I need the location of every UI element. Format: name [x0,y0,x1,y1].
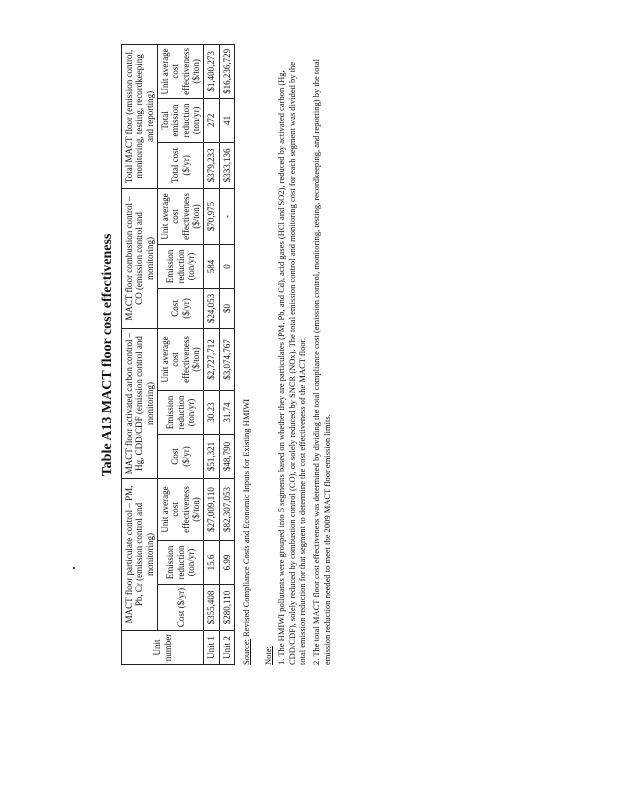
note-heading: Note: [263,646,274,665]
scan-speck [73,567,75,569]
unit-number-header: Unit number [122,631,204,665]
cost-effectiveness-table [121,44,235,665]
unit-cell: Unit 2 [219,631,234,665]
cost-cell: $48,790 [219,434,234,478]
source-text: Revised Compliance Costs and Economic Inputs for Existing HMIWI [241,398,252,640]
emission-reduction-header: Emission reduction (ton/yr) [158,390,204,434]
emission-reduction-cell: 584 [204,244,219,288]
group-total-header: Total MACT floor (emission control, monitoring, testing, recordkeeping and reporting) [122,44,158,188]
emission-reduction-header: Emission reduction (ton/yr) [158,541,204,585]
table-row [219,44,234,664]
cost-header: Cost ($/yr) [158,585,204,631]
total-cost-effectiveness-cell: $1,400,273 [204,44,219,98]
total-cost-cell: $379,233 [204,142,219,188]
cost-cell: $24,053 [204,288,219,328]
table-title: Table A13 MACT floor cost effectiveness [100,233,115,477]
total-cost-effectiveness-cell: $16,236,729 [219,44,234,98]
cost-effectiveness-cell: $27,009,110 [204,478,219,540]
cost-cell: $280,110 [219,585,234,631]
group-combustion-header: MACT floor combustion control – CO (emission control and monitoring) [122,188,158,328]
total-emission-reduction-header: Total emission reduction (ton/yr) [158,98,204,142]
emission-reduction-cell: 31.74 [219,390,234,434]
total-emission-reduction-cell: 41 [219,98,234,142]
cost-effectiveness-cell: $2,727,712 [204,328,219,390]
emission-reduction-header: Emission reduction (ton/yr) [158,244,204,288]
unit-average-cost-effectiveness-header: Unit average cost effectiveness ($/ton) [158,188,204,244]
total-cost-header: Total cost ($/yr) [158,142,204,188]
source-label: Source: [241,639,252,665]
rotated-table-block [100,45,400,665]
emission-reduction-cell: 30.23 [204,390,219,434]
unit-average-cost-effectiveness-header: Unit average cost effectiveness ($/ton) [158,478,204,540]
source-line [241,45,251,665]
group-particulate-header: MACT floor particulate control – PM, Pb, Cr (emission control and monitoring) [122,478,158,630]
table-row [204,44,219,664]
group-activated-carbon-header: MACT floor activated carbon control – Hg, CDD/CDF (emission control and monitoring) [122,328,158,478]
note-item: 1. The HMIWI pollutants were grouped into 5 segments based on whether they are particulates (PM, Pb, and Cd), acid gases (HCl and SO2), reduced by activated carbon (Hg, CDD/CDF), solely reduced by combustion control (CO), or solely reduced by SNCR (NOx). The total emission control and monitoring cost for each segment was divided by the total emission reduction for that segment to determine the cost effectiveness of the MACT floor. [276,61,308,665]
cost-effectiveness-cell: $82,307,053 [219,478,234,540]
cost-effectiveness-cell: $70,975 [204,188,219,244]
emission-reduction-cell: 15.6 [204,541,219,585]
emission-reduction-cell: 0 [219,244,234,288]
total-emission-reduction-cell: 272 [204,98,219,142]
cost-cell: $355,408 [204,585,219,631]
unit-average-cost-effectiveness-header: Unit average cost effectiveness ($/ton) [158,44,204,98]
emission-reduction-cell: 6.99 [219,541,234,585]
cost-header: Cost ($/yr) [158,434,204,478]
cost-effectiveness-cell: - [219,188,234,244]
unit-average-cost-effectiveness-header: Unit average cost effectiveness ($/ton) [158,328,204,390]
cost-cell: $51,321 [204,434,219,478]
cost-cell: $0 [219,288,234,328]
unit-cell: Unit 1 [204,631,219,665]
cost-header: Cost ($/yr) [158,288,204,328]
total-cost-cell: $333,136 [219,142,234,188]
note-item: 2. The total MACT floor cost effectiveness was determined by dividing the total compliance cost (emission control, monitoring, testing, recordkeeping, and reporting) by the total emission reduction needed to meet the 2009 MACT floor emission limits. [310,59,332,665]
cost-effectiveness-cell: $3,074,767 [219,328,234,390]
